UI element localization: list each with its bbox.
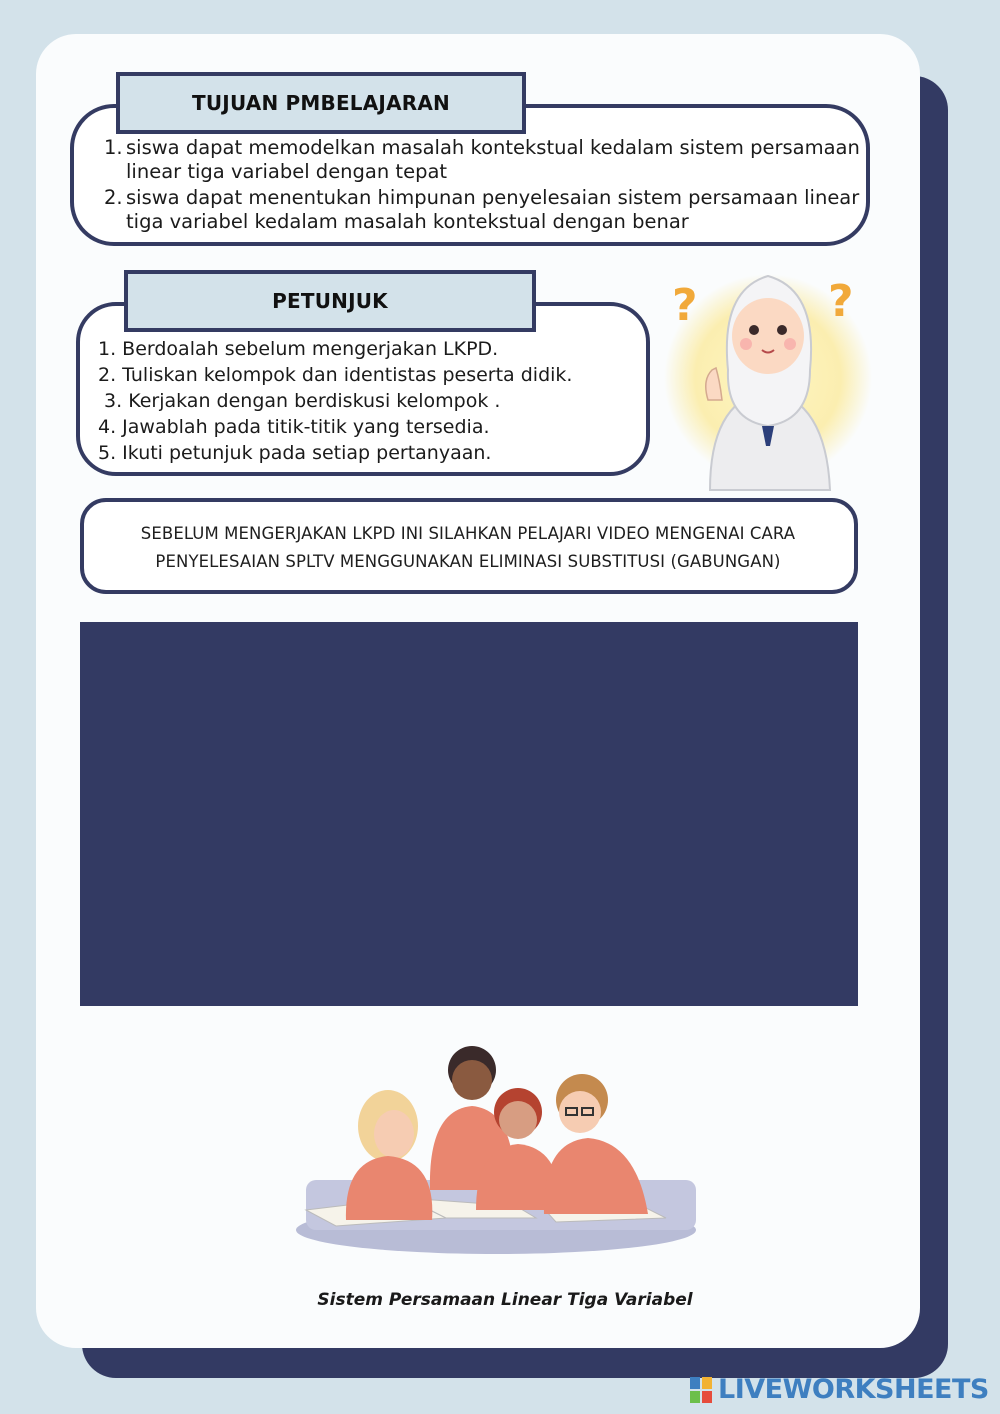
hijab-girl-thinking-illustration bbox=[650, 250, 880, 500]
list-item: 5. Ikuti petunjuk pada setiap pertanyaan. bbox=[98, 442, 492, 464]
list-item: 1. Berdoalah sebelum mengerjakan LKPD. bbox=[98, 338, 499, 360]
svg-text:?: ? bbox=[672, 280, 698, 331]
caption: Sistem Persamaan Linear Tiga Variabel bbox=[317, 1290, 693, 1310]
notice-line: SEBELUM MENGERJAKAN LKPD INI SILAHKAN PELAJARI VIDEO MENGENAI CARA bbox=[140, 524, 796, 543]
svg-text:?: ? bbox=[828, 276, 854, 327]
list-number: 2. bbox=[104, 186, 123, 209]
list-item bbox=[104, 186, 864, 234]
list-item bbox=[104, 136, 864, 184]
brand-name: LIVEWORKSHEETS bbox=[718, 1374, 989, 1405]
objectives-list bbox=[104, 136, 864, 236]
objectives-title: TUJUAN PMBELAJARAN bbox=[116, 72, 526, 134]
list-text: siswa dapat menentukan himpunan penyelesaian sistem persamaan linear tiga variabel kedalam masalah kontekstual dengan benar bbox=[126, 186, 860, 233]
notice-line: PENYELESAIAN SPLTV MENGGUNAKAN ELIMINASI SUBSTITUSI (GABUNGAN) bbox=[155, 552, 781, 571]
notice-text bbox=[88, 520, 848, 576]
list-item: 3. Kerjakan dengan berdiskusi kelompok . bbox=[98, 390, 501, 412]
students-studying-illustration bbox=[296, 1030, 704, 1258]
video-embed[interactable] bbox=[80, 622, 858, 1006]
list-text: siswa dapat memodelkan masalah kontekstual kedalam sistem persamaan linear tiga variabel dengan tepat bbox=[126, 136, 860, 183]
instructions-list bbox=[98, 336, 638, 466]
brand[interactable] bbox=[690, 1374, 989, 1405]
list-item: 2. Tuliskan kelompok dan identistas peserta didik. bbox=[98, 364, 573, 386]
liveworksheets-logo-icon bbox=[690, 1377, 714, 1403]
list-number: 1. bbox=[104, 136, 123, 159]
list-item: 4. Jawablah pada titik-titik yang tersedia. bbox=[98, 416, 490, 438]
instructions-title: PETUNJUK bbox=[124, 270, 536, 332]
